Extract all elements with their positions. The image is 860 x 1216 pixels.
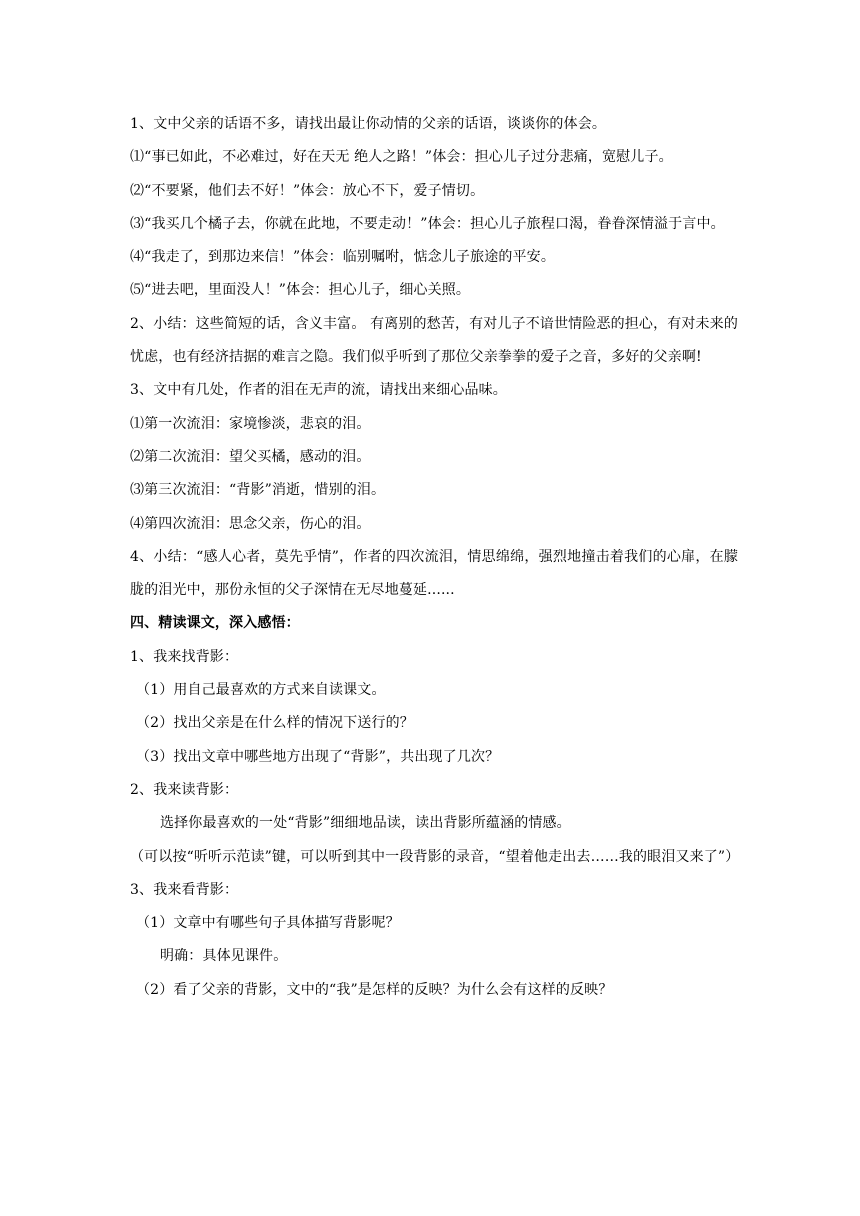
activity-1-item-2: （2）找出父亲是在什么样的情况下送行的？ — [136, 715, 414, 732]
activity-2-note: （可以按“听听示范读”键，可以听到其中一段背影的录音，“望着他走出去……我的眼泪又来了”） — [130, 848, 740, 865]
tears-2: ⑵第二次流泪：望父买橘，感动的泪。 — [130, 448, 371, 465]
activity-1-item-3: （3）找出文章中哪些地方出现了“背影”，共出现了几次？ — [136, 748, 500, 765]
tears-3: ⑶第三次流泪：“背影”消逝，惜别的泪。 — [130, 482, 386, 499]
tears-1: ⑴第一次流泪：家境惨淡，悲哀的泪。 — [130, 415, 371, 432]
question-1: 1、文中父亲的话语不多，请找出最让你动情的父亲的话语，谈谈你的体会。 — [130, 116, 607, 132]
father-quote-1: ⑴“事已如此，不必难过，好在天无 绝人之路！”体会：担心儿子过分悲痛，宽慰儿子。 — [130, 149, 673, 166]
summary-2: 4、小结：“感人心者，莫先乎情”，作者的四次流泪，情思绵绵，强烈地撞击着我们的心扉，在朦胧的泪光中，那份永恒的父子深情在无尽地蔓延...... — [130, 548, 738, 599]
activity-1-title: 1、我来找背影： — [130, 648, 239, 665]
activity-3-item-1: （1）文章中有哪些句子具体描写背影呢？ — [136, 915, 400, 932]
tears-4: ⑷第四次流泪：思念父亲，伤心的泪。 — [130, 515, 371, 532]
section-heading: 四、精读课文，深入感悟： — [130, 615, 300, 632]
activity-2-instruction: 选择你最喜欢的一处“背影”细细地品读，读出背影所蕴涵的情感。 — [160, 815, 571, 832]
father-quote-4: ⑷“我走了，到那边来信！”体会：临别嘱咐，惦念儿子旅途的平安。 — [130, 249, 555, 266]
activity-2-title: 2、我来读背影： — [130, 781, 239, 798]
document-body — [130, 108, 738, 1007]
activity-1-item-1: （1）用自己最喜欢的方式来自读课文。 — [136, 682, 386, 699]
summary-1: 2、小结：这些简短的话，含义丰富。 有离别的愁苦，有对儿子不谙世情险恶的担心，有对未来的忧虑，也有经济拮据的难言之隐。我们似乎听到了那位父亲拳拳的爱子之音，多好的父亲啊! — [130, 315, 738, 366]
father-quote-5: ⑸“进去吧，里面没人！”体会：担心儿子，细心关照。 — [130, 282, 471, 299]
father-quote-3: ⑶“我买几个橘子去，你就在此地，不要走动！”体会：担心儿子旅程口渴，眷眷深情溢于言中。 — [130, 215, 725, 232]
father-quote-2: ⑵“不要紧，他们去不好！”体会：放心不下，爱子情切。 — [130, 182, 485, 199]
activity-3-answer: 明确：具体见课件。 — [160, 948, 288, 965]
question-3: 3、文中有几处，作者的泪在无声的流，请找出来细心品味。 — [130, 382, 507, 399]
activity-3-item-2: （2）看了父亲的背影，文中的“我”是怎样的反映？为什么会有这样的反映？ — [136, 981, 613, 998]
activity-3-title: 3、我来看背影： — [130, 881, 239, 898]
